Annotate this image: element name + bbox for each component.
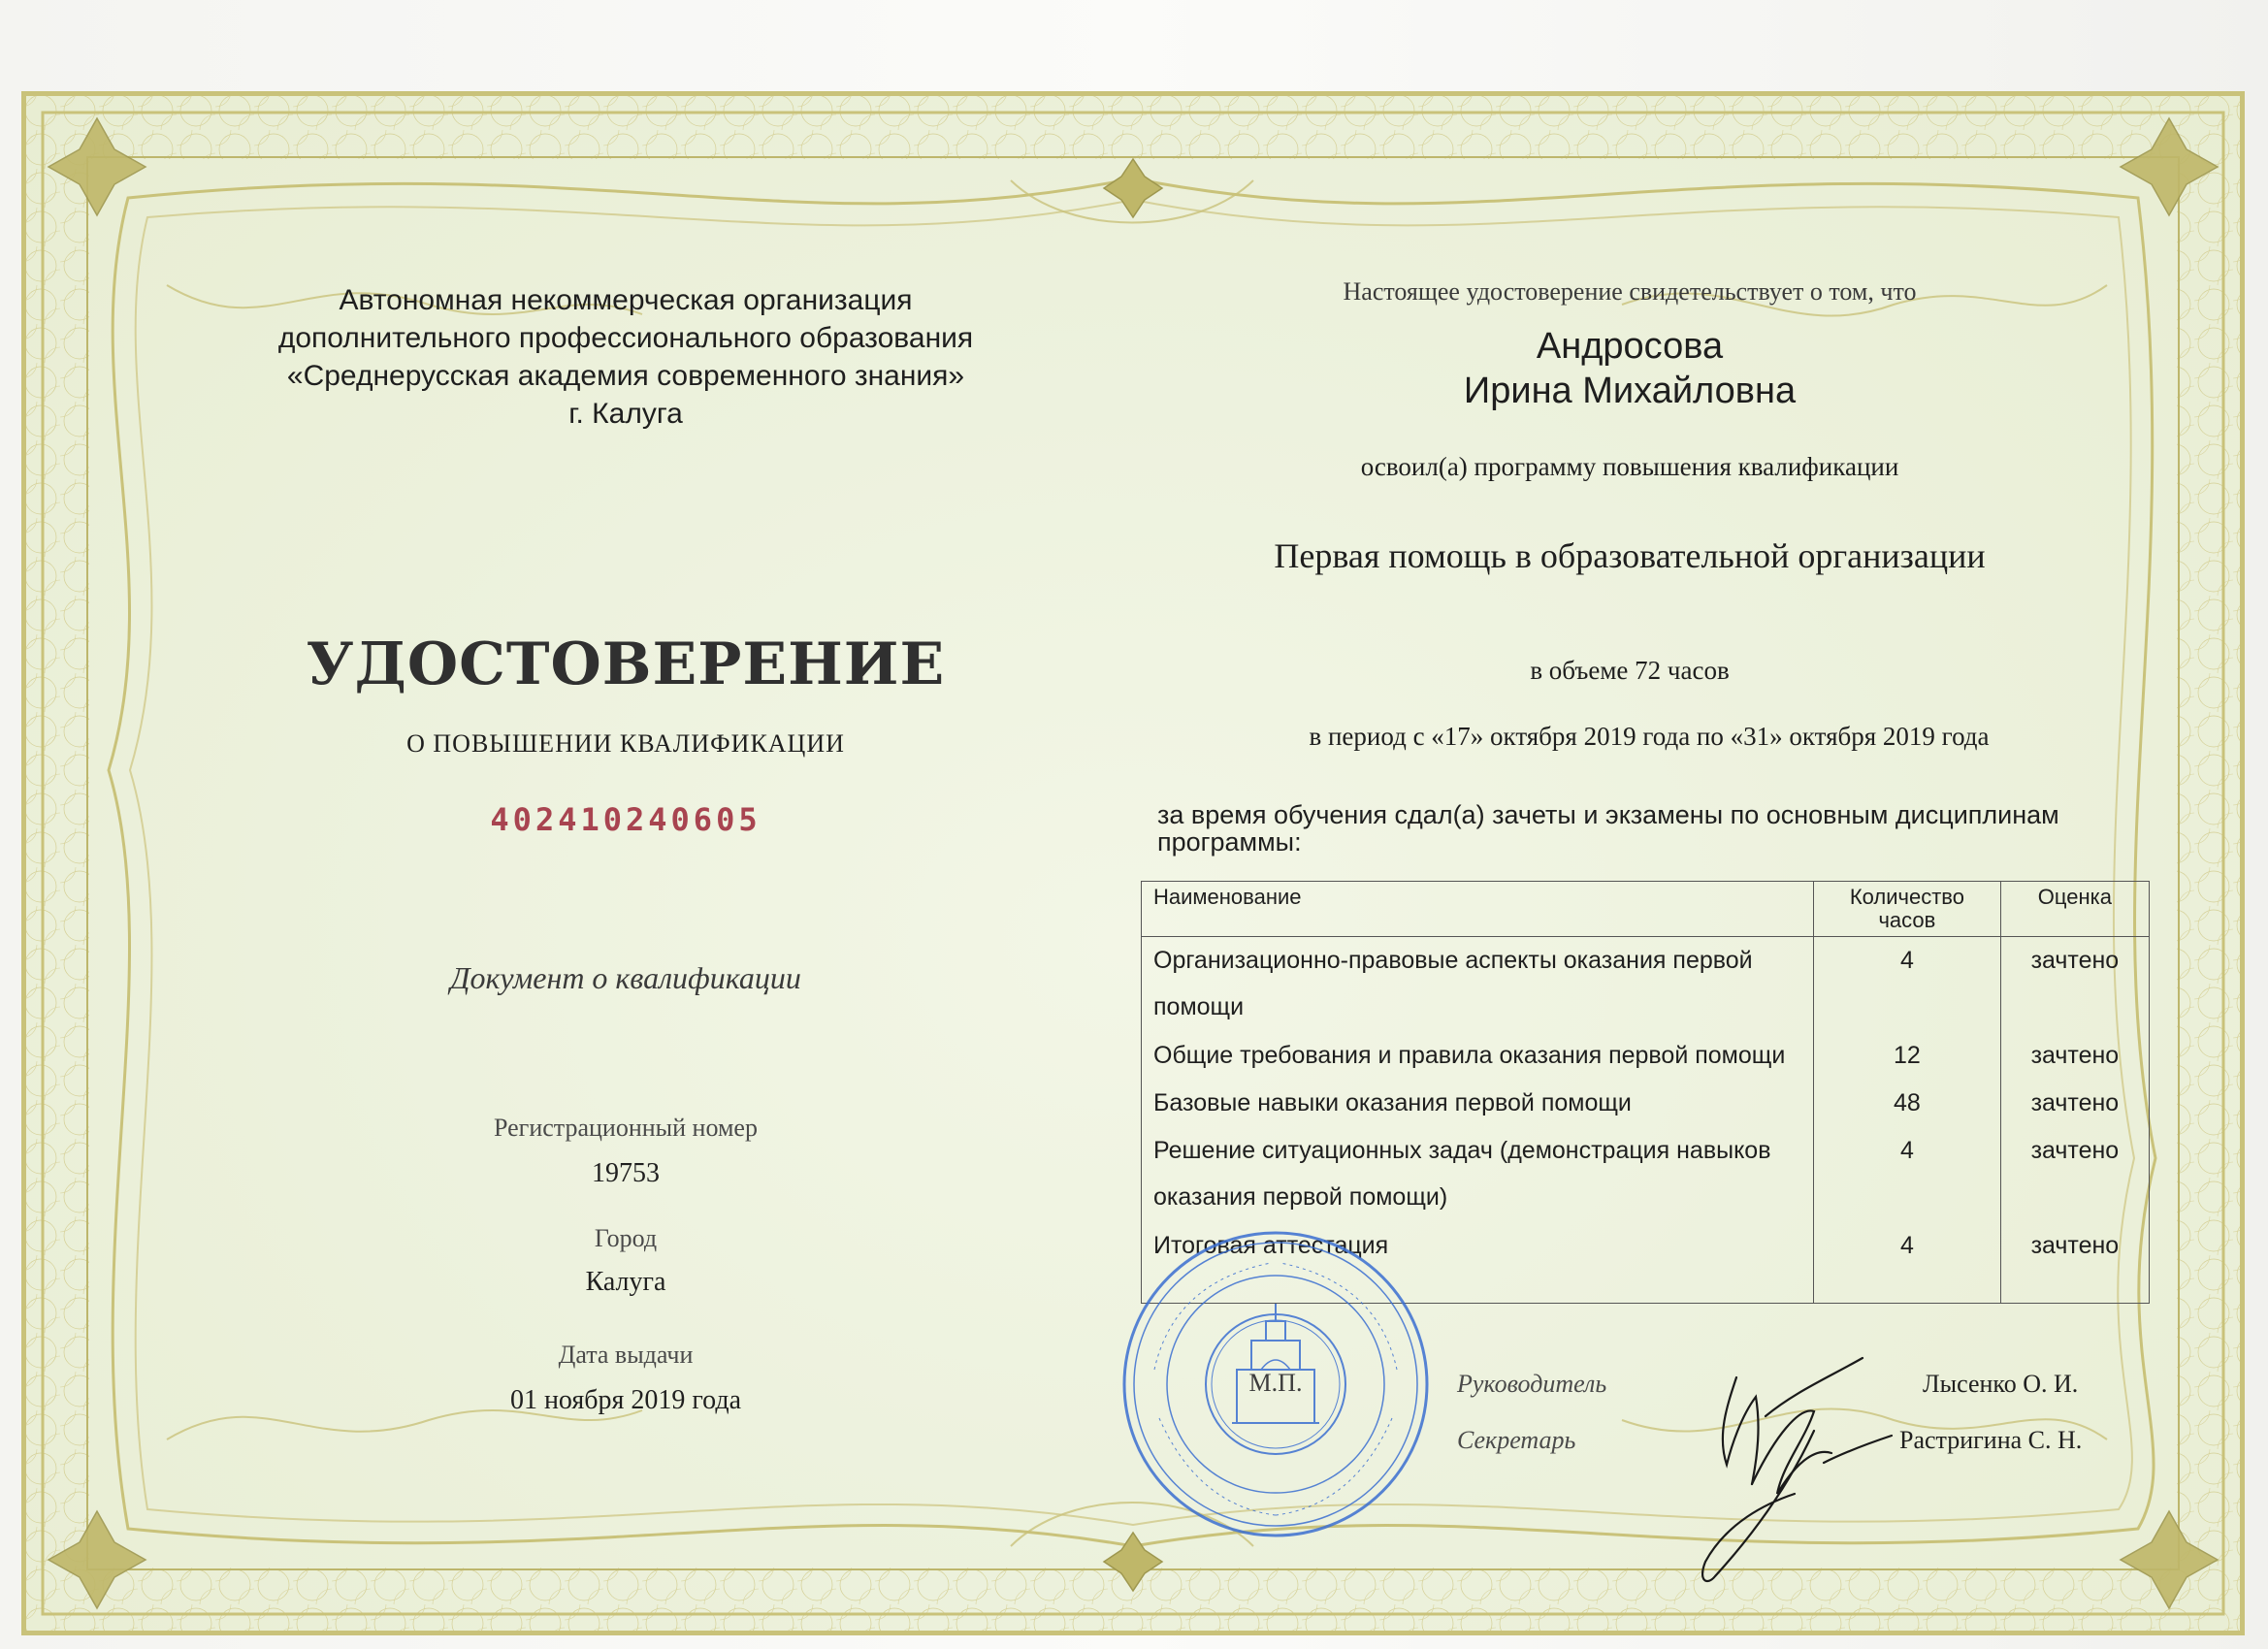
registration-number-value: 19753 <box>592 1158 660 1188</box>
head-role-label: Руководитель <box>1457 1370 1607 1398</box>
registration-number-label: Регистрационный номер <box>494 1114 758 1142</box>
head-name: Лысенко О. И. <box>1923 1370 2079 1398</box>
discipline-name: Организационно-правовые аспекты оказания первой помощи <box>1142 937 1814 1033</box>
table-row <box>1142 1127 2150 1222</box>
org-line-4: г. Калуга <box>568 398 683 430</box>
issue-date-value: 01 ноября 2019 года <box>509 1385 742 1415</box>
table-row <box>1142 937 2150 1033</box>
holder-surname: Андросова <box>1536 326 1724 367</box>
exams-statement: за время обучения сдал(а) зачеты и экзамены по основным дисциплинам программы: <box>1157 800 2059 857</box>
stamp-place-mark: М.П. <box>1248 1369 1303 1397</box>
secretary-name: Растригина С. Н. <box>1899 1426 2083 1454</box>
issue-date-label: Дата выдачи <box>558 1341 694 1369</box>
issuer-organization <box>213 281 1038 433</box>
discipline-hours: 48 <box>1814 1080 2001 1127</box>
discipline-hours: 4 <box>1814 1127 2001 1222</box>
header-grade: Оценка <box>2000 882 2149 937</box>
holder-name <box>1145 324 2115 413</box>
program-title: Первая помощь в образовательной организации <box>1274 536 1986 575</box>
mastered-statement: освоил(а) программу повышения квалификации <box>1360 452 1899 481</box>
discipline-grade: зачтено <box>2000 1032 2149 1080</box>
program-volume: в объеме 72 часов <box>1530 656 1730 685</box>
document-kind: Документ о квалификации <box>450 960 801 995</box>
document-title: УДОСТОВЕРЕНИЕ <box>306 630 946 698</box>
table-header-row <box>1142 882 2150 937</box>
table-row <box>1142 1080 2150 1127</box>
discipline-grade: зачтено <box>2000 1222 2149 1270</box>
handwritten-signature <box>1669 1339 1930 1591</box>
city-value: Калуга <box>585 1267 666 1297</box>
discipline-name: Общие требования и правила оказания первой помощи <box>1142 1032 1814 1080</box>
discipline-name: Решение ситуационных задач (демонстрация навыков оказания первой помощи) <box>1142 1127 1814 1222</box>
table-row <box>1142 1032 2150 1080</box>
holder-given-names: Ирина Михайловна <box>1463 371 1797 411</box>
discipline-hours: 12 <box>1814 1032 2001 1080</box>
header-name: Наименование <box>1142 882 1814 937</box>
discipline-hours: 4 <box>1814 937 2001 1033</box>
discipline-name: Базовые навыки оказания первой помощи <box>1142 1080 1814 1127</box>
discipline-hours: 4 <box>1814 1222 2001 1270</box>
org-line-1: Автономная некоммерческая организация <box>339 284 913 316</box>
document-subtitle: О ПОВЫШЕНИИ КВАЛИФИКАЦИИ <box>406 729 845 758</box>
header-hours: Количество часов <box>1814 882 2001 937</box>
discipline-grade: зачтено <box>2000 1127 2149 1222</box>
discipline-grade: зачтено <box>2000 937 2149 1033</box>
certification-intro: Настоящее удостоверение свидетельствует о том, что <box>1343 277 1917 306</box>
discipline-name: Итоговая аттестация <box>1142 1222 1814 1270</box>
discipline-grade: зачтено <box>2000 1080 2149 1127</box>
org-line-3: «Среднерусская академия современного знания» <box>286 360 965 392</box>
official-seal-stamp <box>1116 1224 1436 1544</box>
study-period: в период с «17» октября 2019 года по «31» октября 2019 года <box>1309 722 1990 751</box>
org-line-2: дополнительного профессионального образования <box>277 322 974 354</box>
serial-number: 402410240605 <box>490 801 761 838</box>
city-label: Город <box>594 1224 658 1252</box>
secretary-role-label: Секретарь <box>1457 1426 1576 1454</box>
